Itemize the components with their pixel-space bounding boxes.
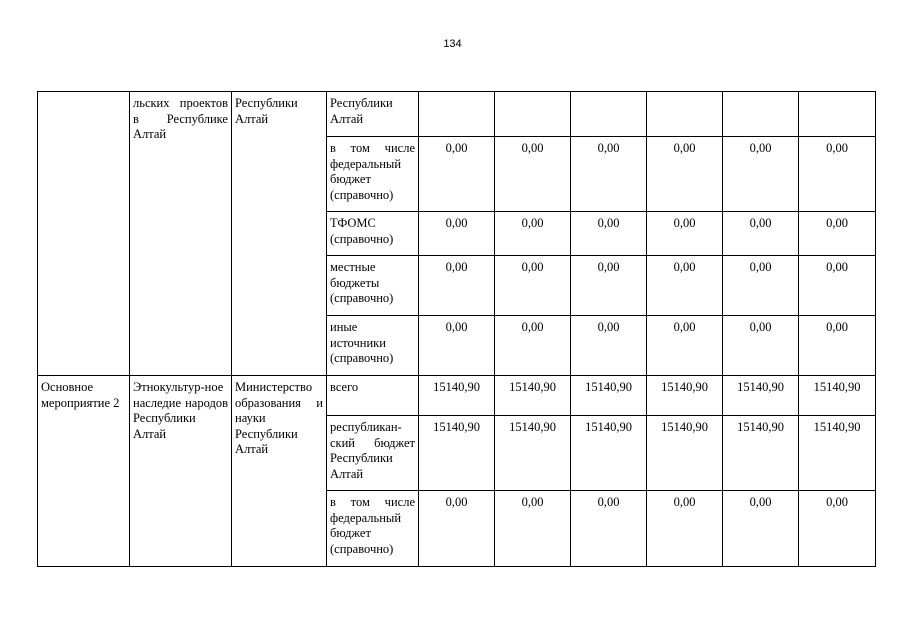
value-cell: 15140,90: [647, 376, 723, 416]
value-cell: 0,00: [571, 491, 647, 567]
value-cell: 15140,90: [647, 416, 723, 491]
executor-cell: Республики Алтай: [232, 92, 327, 376]
funding-source-cell: ТФОМС (справочно): [327, 212, 419, 256]
program-cell: Основное мероприятие 2: [38, 376, 130, 567]
value-cell: 0,00: [571, 137, 647, 212]
value-cell: 15140,90: [723, 376, 799, 416]
value-cell: 0,00: [495, 256, 571, 316]
value-cell: 0,00: [419, 137, 495, 212]
funding-source-cell: иные источники (справочно): [327, 316, 419, 376]
value-cell: [799, 92, 876, 137]
page-number: 134: [443, 38, 462, 50]
value-cell: 15140,90: [495, 376, 571, 416]
value-cell: 15140,90: [419, 416, 495, 491]
funding-source-cell: республикан-ский бюджет Республики Алтай: [327, 416, 419, 491]
value-cell: 15140,90: [419, 376, 495, 416]
funding-source-cell: всего: [327, 376, 419, 416]
value-cell: 0,00: [495, 491, 571, 567]
budget-table: [37, 91, 876, 567]
event-name-cell: льских проектов в Республике Алтай: [130, 92, 232, 376]
funding-source-cell: местные бюджеты (справочно): [327, 256, 419, 316]
value-cell: 0,00: [647, 212, 723, 256]
event-name-cell: Этнокультур-ное наследие народов Республики Алтай: [130, 376, 232, 567]
value-cell: 15140,90: [723, 416, 799, 491]
value-cell: [723, 92, 799, 137]
value-cell: 0,00: [799, 316, 876, 376]
funding-source-cell: в том числе федеральный бюджет (справочно): [327, 137, 419, 212]
value-cell: 0,00: [723, 491, 799, 567]
program-cell: [38, 92, 130, 376]
value-cell: [571, 92, 647, 137]
value-cell: 0,00: [419, 256, 495, 316]
value-cell: 0,00: [419, 491, 495, 567]
table-row: [38, 92, 876, 137]
value-cell: [647, 92, 723, 137]
value-cell: 0,00: [723, 212, 799, 256]
value-cell: 0,00: [495, 212, 571, 256]
value-cell: 0,00: [799, 491, 876, 567]
value-cell: 15140,90: [799, 376, 876, 416]
value-cell: 0,00: [723, 316, 799, 376]
value-cell: 0,00: [419, 316, 495, 376]
value-cell: 0,00: [495, 316, 571, 376]
value-cell: 0,00: [647, 137, 723, 212]
value-cell: 15140,90: [571, 376, 647, 416]
funding-source-cell: Республики Алтай: [327, 92, 419, 137]
executor-cell: Министерство образования и науки Республики Алтай: [232, 376, 327, 567]
value-cell: 0,00: [799, 256, 876, 316]
value-cell: 0,00: [419, 212, 495, 256]
table-row: [38, 376, 876, 416]
value-cell: 15140,90: [571, 416, 647, 491]
value-cell: 0,00: [571, 256, 647, 316]
value-cell: 0,00: [723, 137, 799, 212]
value-cell: [419, 92, 495, 137]
value-cell: 0,00: [495, 137, 571, 212]
value-cell: 0,00: [723, 256, 799, 316]
value-cell: 15140,90: [495, 416, 571, 491]
value-cell: 0,00: [571, 212, 647, 256]
value-cell: 0,00: [647, 491, 723, 567]
value-cell: 0,00: [647, 256, 723, 316]
value-cell: 0,00: [647, 316, 723, 376]
value-cell: 0,00: [799, 137, 876, 212]
value-cell: [495, 92, 571, 137]
value-cell: 0,00: [571, 316, 647, 376]
value-cell: 0,00: [799, 212, 876, 256]
funding-source-cell: в том числе федеральный бюджет (справочно): [327, 491, 419, 567]
value-cell: 15140,90: [799, 416, 876, 491]
